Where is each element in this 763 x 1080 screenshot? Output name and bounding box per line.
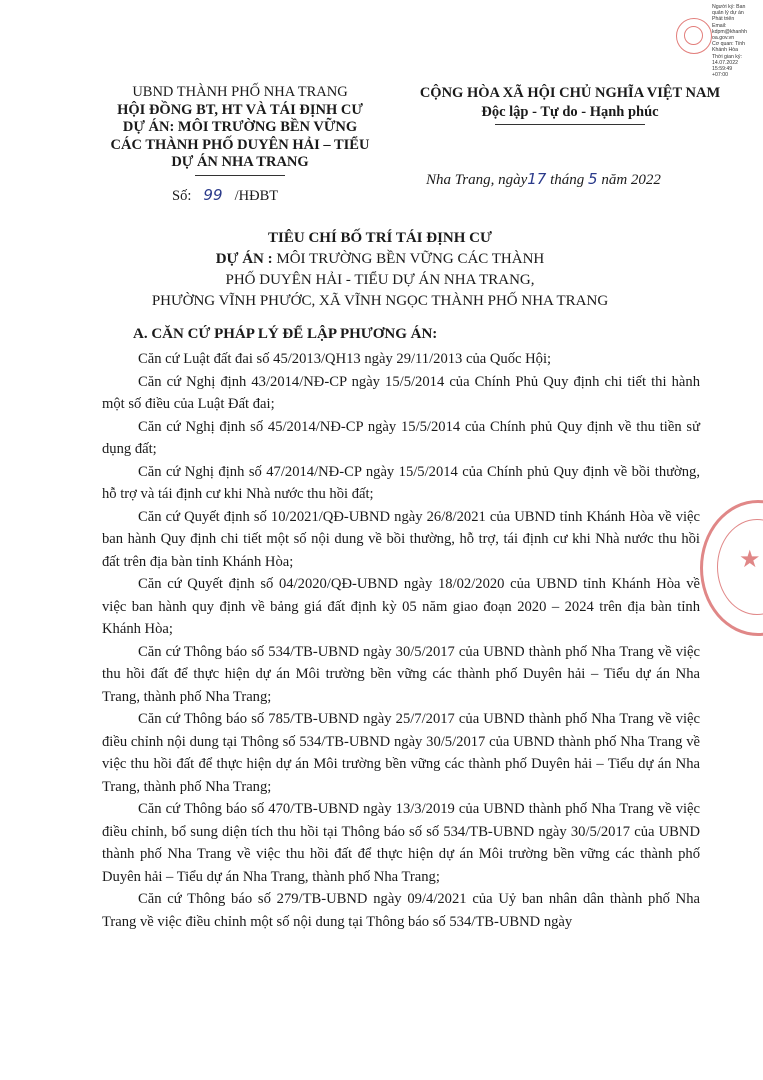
signature-line: 15:59:49 [712,66,733,73]
legal-basis-paragraph: Căn cứ Quyết định số 04/2020/QĐ-UBND ngày 18/02/2020 của UBND tỉnh Khánh Hòa về việc ban hành quy định về bảng giá đất định kỳ 05 năm giao đoạn 2020 – 2024 trên địa bàn tỉnh Khánh Hòa; [102,576,700,637]
nation-name: CỘNG HÒA XÃ HỘI CHỦ NGHĨA VIỆT NAM [419,85,721,101]
date-day: 17 [527,170,547,188]
header-divider [195,175,285,176]
signature-line: Khánh Hòa [712,47,738,54]
legal-basis-body [102,348,700,933]
signature-line: 14.07.2022 [712,59,738,66]
issue-date [426,170,661,189]
signature-line: Người ký: Ban [712,4,746,10]
document-title [110,228,650,312]
legal-basis-paragraph: Căn cứ Thông báo số 470/TB-UBND ngày 13/3/2019 của UBND thành phố Nha Trang về việc điều chỉnh, bổ sung diện tích thu hồi tại Thông báo số số 534/TB-UBND ngày 30/5/2017 của UBND thành phố Nha Trang về việc thu hồi đất để thực hiện dự án Môi trường bền vững các thành phố Duyên hải – Tiểu dự án Nha Trang, thành phố Nha Trang; [102,801,700,885]
document-number [172,186,278,205]
title-line-3: PHỐ DUYÊN HẢI - TIỂU DỰ ÁN NHA TRANG, [225,272,535,288]
digital-signature-seal-icon [676,18,712,54]
signature-line: quản lý dự án [712,10,744,17]
legal-basis-paragraph: Căn cứ Quyết định số 10/2021/QĐ-UBND ngày 26/8/2021 của UBND tỉnh Khánh Hòa về việc ban hành Quy định chi tiết một số nội dung về bồi thường, hỗ trợ, tái định cư khi Nhà nước thu hồi đất trên địa bàn tỉnh Khánh Hòa; [102,508,700,570]
signature-line: Email: [712,22,727,29]
council-name-line-3: CÁC THÀNH PHỐ DUYÊN HẢI – TIỂU [110,136,370,153]
signature-line: Phát triển [712,16,735,23]
digital-signature-info [712,4,762,78]
legal-basis-paragraph: Căn cứ Nghị định số 45/2014/NĐ-CP ngày 15/5/2014 của Chính phủ Quy định về thu tiền sử dụng đất; [102,418,700,457]
date-year: năm 2022 [601,172,661,188]
title-line-4: PHƯỜNG VĨNH PHƯỚC, XÃ VĨNH NGỌC THÀNH PHỐ NHA TRANG [151,293,609,309]
date-month-label: tháng [550,172,585,188]
motto-underline [495,124,645,125]
council-name-line-2: DỰ ÁN: MÔI TRƯỜNG BỀN VỮNG [122,119,358,135]
document-number-value: 99 [203,186,223,204]
parent-organization: UBND THÀNH PHỐ NHA TRANG [132,84,348,100]
national-motto: Độc lập - Tự do - Hạnh phúc [481,104,659,120]
title-line-2 [110,249,650,270]
legal-basis-paragraph: Căn cứ Thông báo số 785/TB-UBND ngày 25/7/2017 của UBND thành phố Nha Trang về việc điều chỉnh nội dung tại Thông số 534/TB-UBND ngày 30/5/2017 của UBND thành phố Nha Trang về việc thu hồi đất để thực hiện dự án Môi trường bền vững các thành phố Duyên hải – Tiểu dự án Nha Trang, thành phố Nha Trang; [102,711,700,795]
date-month: 5 [588,170,598,188]
document-number-label: Số: [172,188,192,204]
signature-line: Cơ quan: Tỉnh [712,41,746,48]
title-line-1: TIÊU CHÍ BỐ TRÍ TÁI ĐỊNH CƯ [268,230,492,246]
signature-line: oa.gov.vn [712,35,735,42]
council-name-line-4: DỰ ÁN NHA TRANG [171,154,309,170]
document-number-suffix: /HĐBT [234,188,279,204]
date-prefix: Nha Trang, ngày [426,172,528,188]
signature-line: +07:00 [712,72,729,79]
legal-basis-paragraph: Căn cứ Luật đất đai số 45/2013/QH13 ngày 29/11/2013 của Quốc Hội; [138,351,552,367]
legal-basis-paragraph: Căn cứ Thông báo số 534/TB-UBND ngày 30/5/2017 của UBND thành phố Nha Trang về việc thu hồi đất để thực hiện dự án Môi trường bền vững các thành phố Duyên hải – Tiểu dự án Nha Trang, thành phố Nha Trang; [102,643,700,705]
signature-line: kdpm@khanhh [712,28,747,35]
council-name-line-1: HỘI ĐỒNG BT, HT VÀ TÁI ĐỊNH CƯ [117,101,363,118]
legal-basis-paragraph: Căn cứ Thông báo số 279/TB-UBND ngày 09/4/2021 của Uỷ ban nhân dân thành phố Nha Trang về việc điều chỉnh một số nội dung tại Thông báo số 534/TB-UBND ngày [102,891,700,930]
title-project-label: DỰ ÁN : [215,251,273,267]
section-heading-a: A. CĂN CỨ PHÁP LÝ ĐỂ LẬP PHƯƠNG ÁN: [133,326,438,342]
national-header [400,84,740,125]
official-red-seal-icon [700,500,763,636]
signature-line: Thời gian ký: [712,53,742,60]
issuing-body-header [100,84,380,176]
legal-basis-paragraph: Căn cứ Nghị định 43/2014/NĐ-CP ngày 15/5/2014 của Chính Phủ Quy định chi tiết thi hành một số điều của Luật Đất đai; [102,373,700,412]
title-project-name: MÔI TRƯỜNG BỀN VỮNG CÁC THÀNH [276,251,545,267]
legal-basis-paragraph: Căn cứ Nghị định số 47/2014/NĐ-CP ngày 15/5/2014 của Chính phủ Quy định về bồi thường, hỗ trợ và tái định cư khi Nhà nước thu hồi đất; [102,463,700,502]
